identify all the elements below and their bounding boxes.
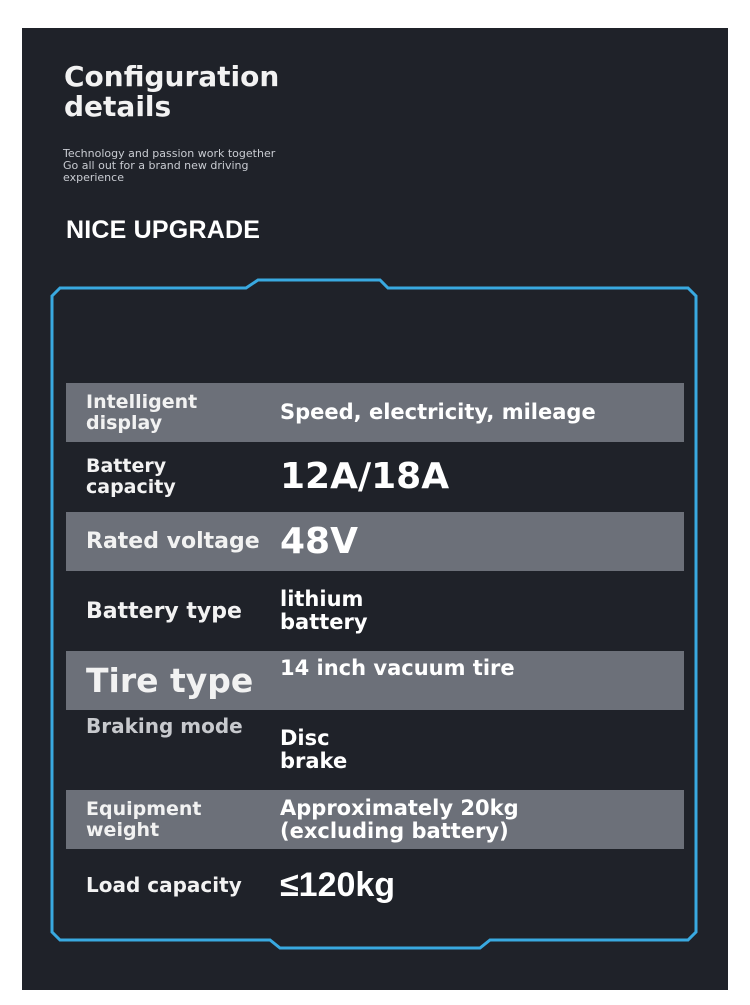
- spec-value: Disc brake: [280, 726, 348, 773]
- spec-row-braking-mode: [66, 710, 684, 790]
- config-panel: [22, 28, 728, 990]
- spec-value: 12A/18A: [280, 456, 450, 497]
- spec-label: Rated voltage: [86, 529, 260, 554]
- spec-label: Equipment weight: [86, 797, 202, 841]
- spec-label: Braking mode: [86, 714, 243, 738]
- spec-row-load-capacity: [66, 849, 684, 921]
- spec-row-battery-capacity: [66, 442, 684, 512]
- spec-label: Tire type: [86, 660, 254, 700]
- spec-row-display: [66, 383, 684, 442]
- spec-label: Load capacity: [86, 872, 242, 897]
- subtitle-line-1: Technology and passion work together: [63, 147, 276, 160]
- spec-label: Intelligent display: [86, 390, 198, 434]
- spec-value: lithium battery: [280, 587, 368, 634]
- subtitle-line-2: Go all out for a brand new driving experience: [63, 159, 249, 184]
- page-title: Configuration details: [64, 60, 280, 123]
- spec-value: 48V: [280, 520, 358, 562]
- spec-label: Battery type: [86, 598, 242, 624]
- spec-value: Speed, electricity, mileage: [280, 400, 596, 424]
- spec-label: Battery capacity: [86, 455, 176, 498]
- spec-row-equipment-weight: [66, 790, 684, 849]
- spec-value: ≤120kg: [280, 866, 396, 904]
- subtitle: [63, 148, 283, 184]
- spec-row-tire-type: [66, 651, 684, 710]
- spec-value: Approximately 20kg (excluding battery): [280, 795, 519, 843]
- upgrade-badge: NICE UPGRADE: [66, 216, 261, 244]
- spec-row-rated-voltage: [66, 512, 684, 571]
- spec-table: [66, 383, 684, 921]
- spec-row-battery-type: [66, 571, 684, 651]
- spec-value: 14 inch vacuum tire: [280, 656, 515, 680]
